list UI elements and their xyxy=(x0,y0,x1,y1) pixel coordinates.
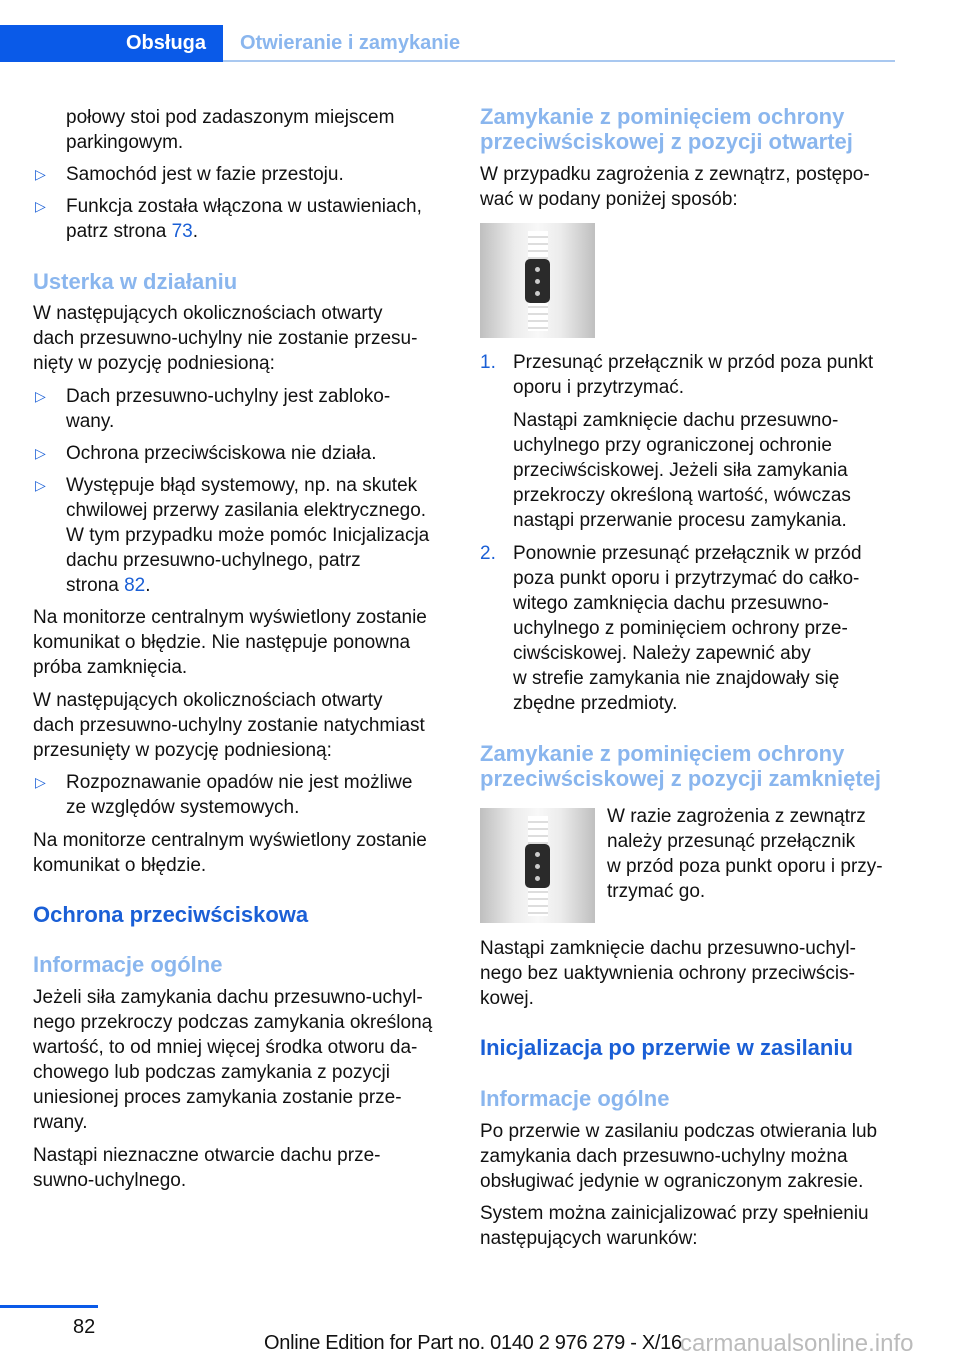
bullet-icon: ▷ xyxy=(35,198,46,214)
step-text: Ponownie przesunąć przełącznik w przód poza punkt oporu i przytrzymać do całko‐ witego zamknięcia dachu przesuwno- uchylnego z pominięciem ochrony prze‐ ciwściskowej. Należy zapewnić aby w strefie zamykania nie znajdowały się zbędne przedmioty. xyxy=(513,543,862,714)
paragraph: W razie zagrożenia z zewnątrz należy przesunąć przełącznik w przód poza punkt oporu i przy‐ trzymać go. xyxy=(607,806,883,902)
step-number: 2. xyxy=(480,543,496,564)
bullet-item: Ochrona przeciwściskowa nie działa. xyxy=(66,443,377,464)
paragraph: W następujących okolicznościach otwarty dach przesuwno-uchylny nie zostanie przesu‐ nięty w pozycję podniesioną: xyxy=(33,303,418,374)
paragraph: W przypadku zagrożenia z zewnątrz, postępo‐ wać w podany poniżej sposób: xyxy=(480,164,870,210)
paragraph: połowy stoi pod zadaszonym miejscem parkingowym. xyxy=(66,107,395,153)
paragraph: W następujących okolicznościach otwarty dach przesuwno-uchylny zostanie natychmiast przesunięty w pozycję podniesioną: xyxy=(33,690,425,761)
bullet-text: Występuje błąd systemowy, np. na skutek chwilowej przerwy zasilania elektrycznego. W tym przypadku może pomóc Inicjalizacja dachu przesuwno-uchylnego, patrz strona xyxy=(66,475,430,596)
header-divider xyxy=(223,60,895,62)
paragraph: Na monitorze centralnym wyświetlony zostanie komunikat o błędzie. xyxy=(33,830,427,876)
bullet-text: Funkcja została włączona w ustawieniach, patrz strona xyxy=(66,196,422,242)
bullet-icon: ▷ xyxy=(35,445,46,461)
bullet-icon: ▷ xyxy=(35,388,46,404)
paragraph: Po przerwie w zasilaniu podczas otwierania lub zamykania dach przesuwno-uchylny można obsługiwać jedynie w ograniczonym zakresie. xyxy=(480,1121,878,1192)
edition-text: Online Edition for Part no. 0140 2 976 279 - X/16 xyxy=(264,1332,682,1354)
step-detail: Nastąpi zamknięcie dachu przesuwno- uchylnego przy ograniczonej ochronie przeciwściskowej. Jeżeli siła zamykania przekroczy określoną wartość, wówczas nastąpi przerwanie procesu zamykania. xyxy=(513,410,851,531)
roof-switch-image xyxy=(480,223,595,338)
bullet-icon: ▷ xyxy=(35,477,46,493)
heading-close-from-closed: Zamykanie z pominięciem ochrony przeciwściskowej z pozycji zamkniętej xyxy=(480,741,882,791)
page-link[interactable]: 82 xyxy=(124,575,146,596)
roof-switch-image xyxy=(480,808,595,923)
step-text: Przesunąć przełącznik w przód poza punkt oporu i przytrzymać. xyxy=(513,352,874,398)
paragraph: Jeżeli siła zamykania dachu przesuwno-uchyl‐ nego przekroczy podczas zamykania określoną wartość, to od mniej więcej środka otworu da‐ chowego lub podczas zamykania z pozycji uniesionej proces zamykania zostanie prze‐ rwany. xyxy=(33,987,433,1133)
bullet-item: Rozpoznawanie opadów nie jest możliwe ze względów systemowych. xyxy=(66,772,413,818)
page-number: 82 xyxy=(73,1316,96,1338)
bullet-item xyxy=(66,194,422,244)
heading-fault: Usterka w działaniu xyxy=(33,269,238,294)
paragraph: System można zainicjalizować przy spełnieniu następujących warunków: xyxy=(480,1203,869,1249)
heading-close-from-open: Zamykanie z pominięciem ochrony przeciwściskowej z pozycji otwartej xyxy=(480,104,853,154)
bullet-icon: ▷ xyxy=(35,774,46,790)
punct: . xyxy=(192,221,199,242)
bullet-icon: ▷ xyxy=(35,166,46,182)
bullet-item: Samochód jest w fazie przestoju. xyxy=(66,164,344,185)
heading-initialization: Inicjalizacja po przerwie w zasilaniu xyxy=(480,1035,853,1060)
footer-divider xyxy=(0,1305,98,1308)
paragraph: Nastąpi nieznaczne otwarcie dachu prze‐ suwno-uchylnego. xyxy=(33,1145,381,1191)
heading-pinch-protection: Ochrona przeciwściskowa xyxy=(33,902,309,927)
bullet-item xyxy=(66,473,456,598)
chapter-tab[interactable]: Otwieranie i zamykanie xyxy=(240,32,461,54)
watermark: carmanualsonline.info xyxy=(680,1330,914,1357)
step-number: 1. xyxy=(480,352,496,373)
page-link[interactable]: 73 xyxy=(171,221,193,242)
heading-general-info: Informacje ogólne xyxy=(480,1086,670,1111)
section-tab[interactable]: Obsługa xyxy=(0,25,223,62)
heading-general-info: Informacje ogólne xyxy=(33,952,223,977)
paragraph: Nastąpi zamknięcie dachu przesuwno-uchyl‐ nego bez uaktywnienia ochrony przeciwścis‐ kowej. xyxy=(480,938,856,1009)
bullet-item: Dach przesuwno-uchylny jest zabloko‐ wany. xyxy=(66,386,391,432)
paragraph: Na monitorze centralnym wyświetlony zostanie komunikat o błędzie. Nie następuje ponowna próba zamknięcia. xyxy=(33,607,427,678)
punct: . xyxy=(145,575,151,596)
